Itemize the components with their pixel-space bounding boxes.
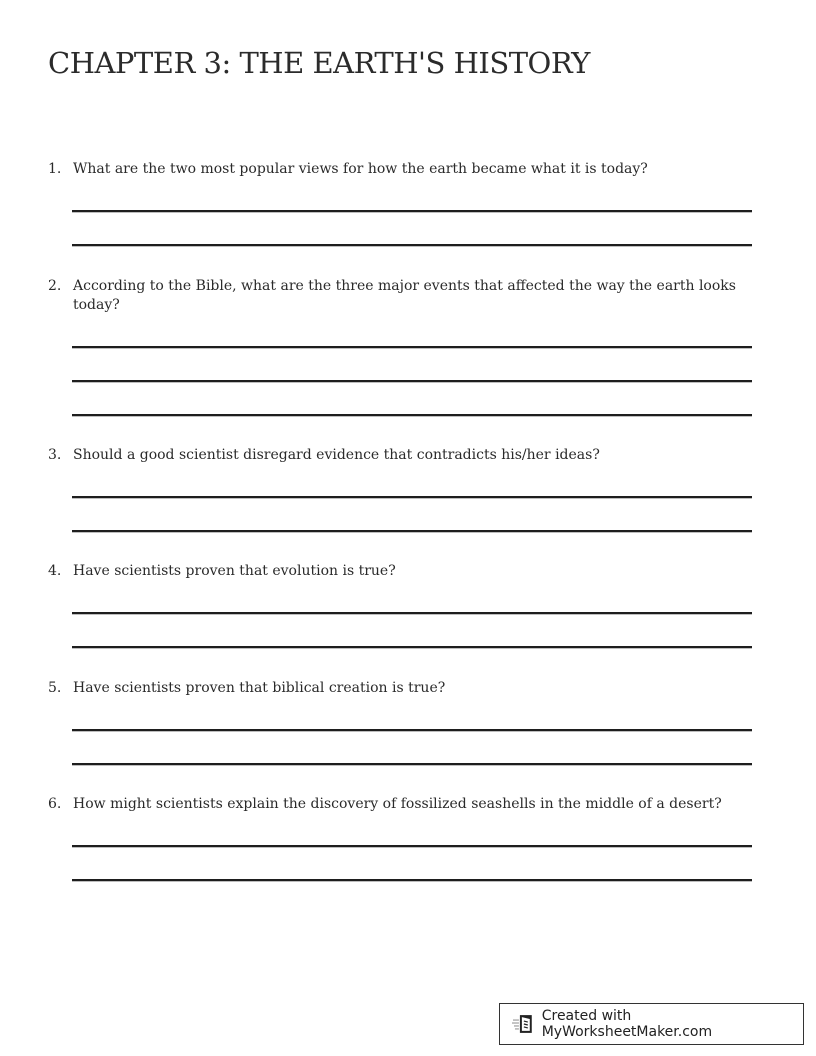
question-text: Should a good scientist disregard evidence that contradicts his/her ideas?: [73, 447, 600, 463]
question-1: [48, 160, 753, 179]
question-text: How might scientists explain the discovery of fossilized seashells in the middle of a desert?: [73, 796, 722, 812]
answer-line[interactable]: [72, 763, 752, 766]
created-with-badge[interactable]: [499, 1003, 804, 1045]
question-3: [48, 446, 753, 465]
answer-line[interactable]: [72, 380, 752, 383]
question-number: 5.: [48, 680, 62, 696]
question-4: [48, 562, 753, 581]
question-text: Have scientists proven that evolution is true?: [73, 563, 396, 579]
answer-line[interactable]: [72, 845, 752, 848]
question-text: What are the two most popular views for how the earth became what it is today?: [73, 161, 648, 177]
worksheet-logo-icon: [512, 1013, 536, 1035]
question-number: 3.: [48, 447, 62, 463]
answer-line[interactable]: [72, 496, 752, 499]
created-with-label: Created with MyWorksheetMaker.com: [541, 1008, 713, 1040]
answer-line[interactable]: [72, 729, 752, 732]
question-6: [48, 795, 753, 814]
answer-line[interactable]: [72, 612, 752, 615]
answer-line[interactable]: [72, 530, 752, 533]
question-text: Have scientists proven that biblical creation is true?: [73, 680, 446, 696]
question-text: According to the Bible, what are the three major events that affected the way the earth looks today?: [73, 278, 736, 313]
answer-line[interactable]: [72, 646, 752, 649]
answer-line[interactable]: [72, 414, 752, 417]
question-2: [48, 277, 753, 315]
question-number: 2.: [48, 278, 62, 294]
answer-line[interactable]: [72, 244, 752, 247]
worksheet-title: CHAPTER 3: THE EARTH'S HISTORY: [48, 46, 590, 80]
answer-line[interactable]: [72, 210, 752, 213]
question-5: [48, 679, 753, 698]
question-number: 6.: [48, 796, 62, 812]
answer-line[interactable]: [72, 346, 752, 349]
answer-line[interactable]: [72, 879, 752, 882]
question-number: 1.: [48, 161, 62, 177]
question-number: 4.: [48, 563, 62, 579]
